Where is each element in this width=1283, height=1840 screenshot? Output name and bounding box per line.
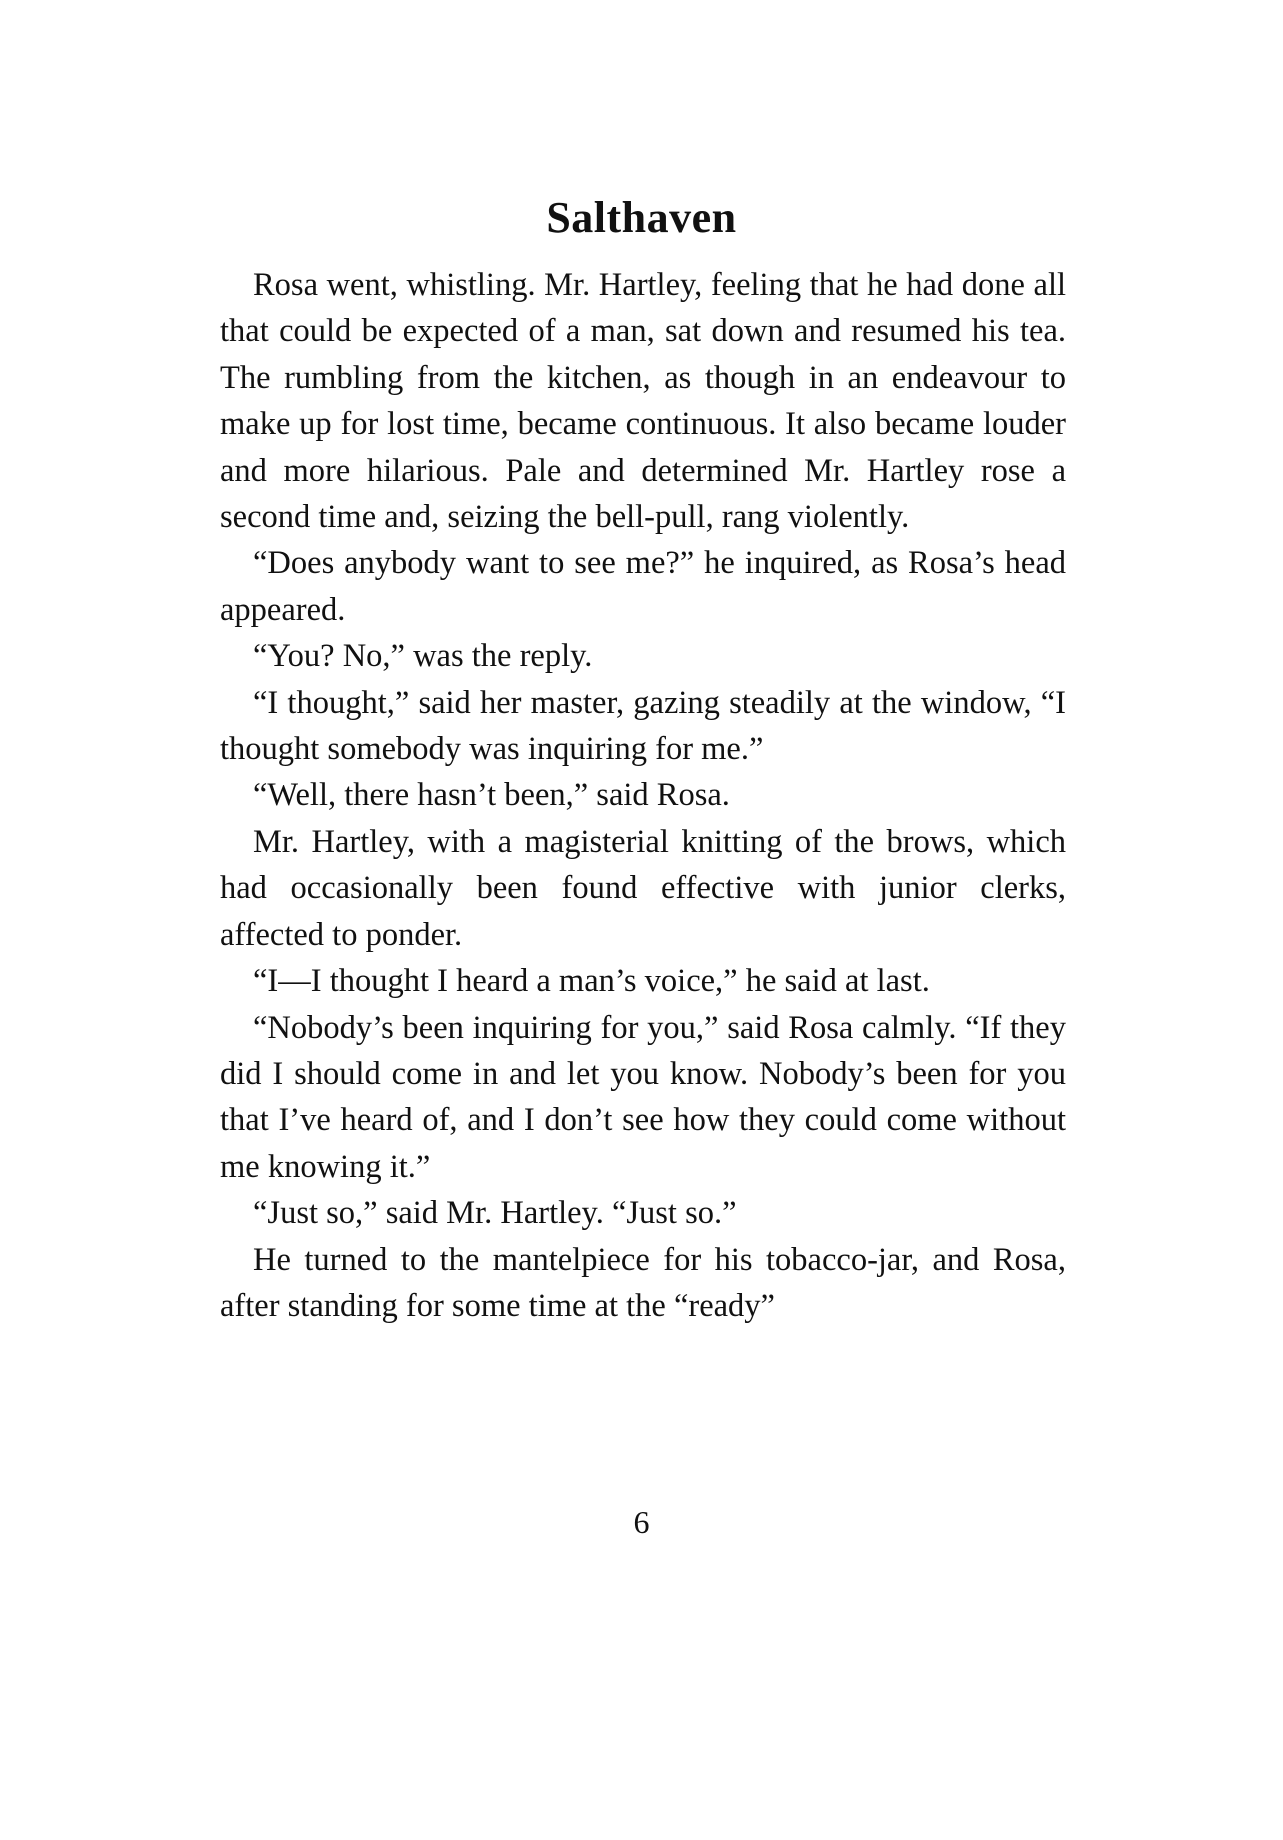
paragraph: “Just so,” said Mr. Hartley. “Just so.” <box>253 1195 737 1232</box>
paragraph: “Does anybody want to see me?” he inquired, as Rosa’s head appeared. <box>220 545 1066 628</box>
running-head: Salthaven <box>546 193 737 242</box>
paragraph: “Nobody’s been inquiring for you,” said Rosa calmly. “If they did I should come in and let you know. Nobody’s been for you that I’ve heard of, and I don’t see how they could come without me knowing it.” <box>220 1009 1066 1185</box>
page-number: 6 <box>633 1504 650 1540</box>
paragraph: “I thought,” said her master, gazing steadily at the window, “I thought somebody was inquiring for me.” <box>220 684 1066 768</box>
paragraph: Rosa went, whistling. Mr. Hartley, feeling that he had done all that could be expected of a man, sat down and resumed his tea. The rumbling from the kitchen, as though in an endeavour to make up for lost time, became continuous. It also became louder and more hilarious. Pale and determined Mr. Hartley rose a second time and, seizing the bell-pull, rang violently. <box>220 267 1066 536</box>
paragraph: “I—I thought I heard a man’s voice,” he said at last. <box>253 963 930 1000</box>
body-text <box>220 262 1066 1329</box>
paragraph: “You? No,” was the reply. <box>253 638 593 675</box>
paragraph: “Well, there hasn’t been,” said Rosa. <box>253 777 730 814</box>
paragraph: He turned to the mantelpiece for his tobacco-jar, and Rosa, after standing for some time at the “ready” <box>220 1241 1066 1324</box>
paragraph: Mr. Hartley, with a magisterial knitting of the brows, which had occasionally been found effective with junior clerks, affected to ponder. <box>220 823 1066 953</box>
